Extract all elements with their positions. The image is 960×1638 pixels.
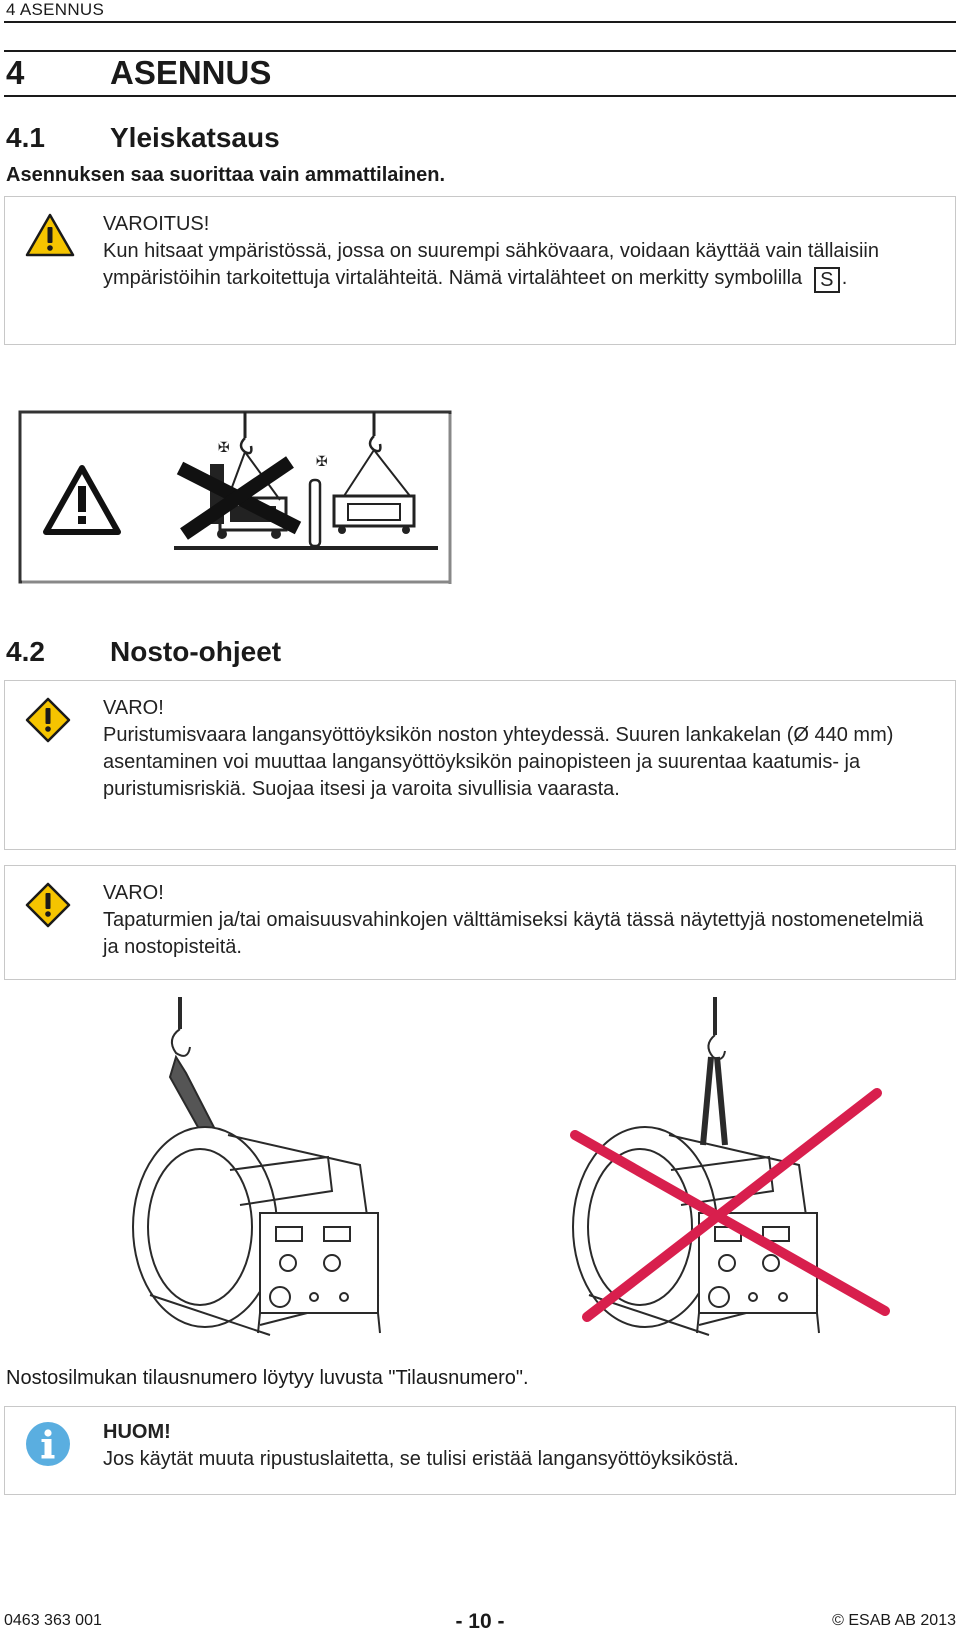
chapter-number: 4: [6, 54, 25, 91]
note-text: Jos käytät muuta ripustuslaitetta, se tulisi eristää langansyöttöyksiköstä.: [103, 1448, 739, 1470]
chapter-title: ASENNUS: [110, 54, 272, 91]
caution-title: VARO!: [103, 882, 164, 904]
chapter-rule-bottom: [4, 95, 956, 97]
header-rule: [4, 21, 956, 23]
note-box: [4, 1406, 956, 1495]
section-heading-lifting: [6, 636, 281, 668]
section-number: 4.2: [6, 636, 45, 667]
caution-box-pinch: [4, 680, 956, 850]
note-content: [103, 1419, 931, 1473]
caution-content: [103, 695, 931, 803]
section-heading-overview: [6, 122, 280, 154]
feeder-correct-lifting-illustration: [110, 995, 410, 1350]
caution-box-methods: [4, 865, 956, 980]
svg-text:✠: ✠: [218, 440, 230, 456]
caution-title: VARO!: [103, 697, 164, 719]
warning-title: VAROITUS!: [103, 213, 210, 235]
chapter-rule-top: [4, 50, 956, 52]
caution-content: [103, 880, 931, 961]
warning-content: [103, 211, 931, 293]
order-number-text: Nostosilmukan tilausnumero löytyy luvusta "Tilausnumero".: [6, 1367, 529, 1389]
document-number: 0463 363 001: [4, 1612, 102, 1629]
warning-triangle-icon: [25, 213, 75, 262]
caution-diamond-icon: [25, 882, 71, 933]
page-number: - 10 -: [455, 1610, 505, 1633]
caution-text: Puristumisvaara langansyöttöyksikön noston yhteydessä. Suuren lankakelan (Ø 440 mm) asentaminen voi muuttaa langansyöttöyksikön painopisteen ja suurentaa kaatumis- ja puristumisriskiä. Suojaa itsesi ja varoita sivullisia vaarasta.: [103, 724, 894, 800]
warning-end: .: [841, 267, 848, 289]
running-head: 4 ASENNUS: [6, 0, 105, 19]
section-number: 4.1: [6, 122, 45, 153]
caution-diamond-icon: [25, 697, 71, 748]
section-title: Nosto-ohjeet: [110, 636, 282, 667]
warning-box: [4, 196, 956, 345]
chapter-heading: [6, 54, 271, 92]
warning-text: Kun hitsaat ympäristössä, jossa on suurempi sähkövaara, voidaan käyttää vain tällaisiin ympäristöihin tarkoitettuja virtalähteitä. Nämä virtalähteet on merkitty symbolilla: [103, 240, 879, 289]
info-icon: [25, 1421, 71, 1472]
section-title: Yleiskatsaus: [110, 122, 280, 153]
svg-text:✠: ✠: [316, 454, 328, 470]
note-title: HUOM!: [103, 1421, 171, 1443]
feeder-incorrect-lifting-illustration: [565, 995, 905, 1350]
copyright: © ESAB AB 2013: [832, 1612, 956, 1629]
s-symbol-icon: S: [814, 267, 840, 293]
lifting-pictogram: [18, 410, 452, 584]
lead-text: Asennuksen saa suorittaa vain ammattilainen.: [6, 164, 446, 186]
caution-text: Tapaturmien ja/tai omaisuusvahinkojen välttämiseksi käytä tässä näytettyjä nostomenetelmiä ja nostopisteitä.: [103, 909, 924, 958]
